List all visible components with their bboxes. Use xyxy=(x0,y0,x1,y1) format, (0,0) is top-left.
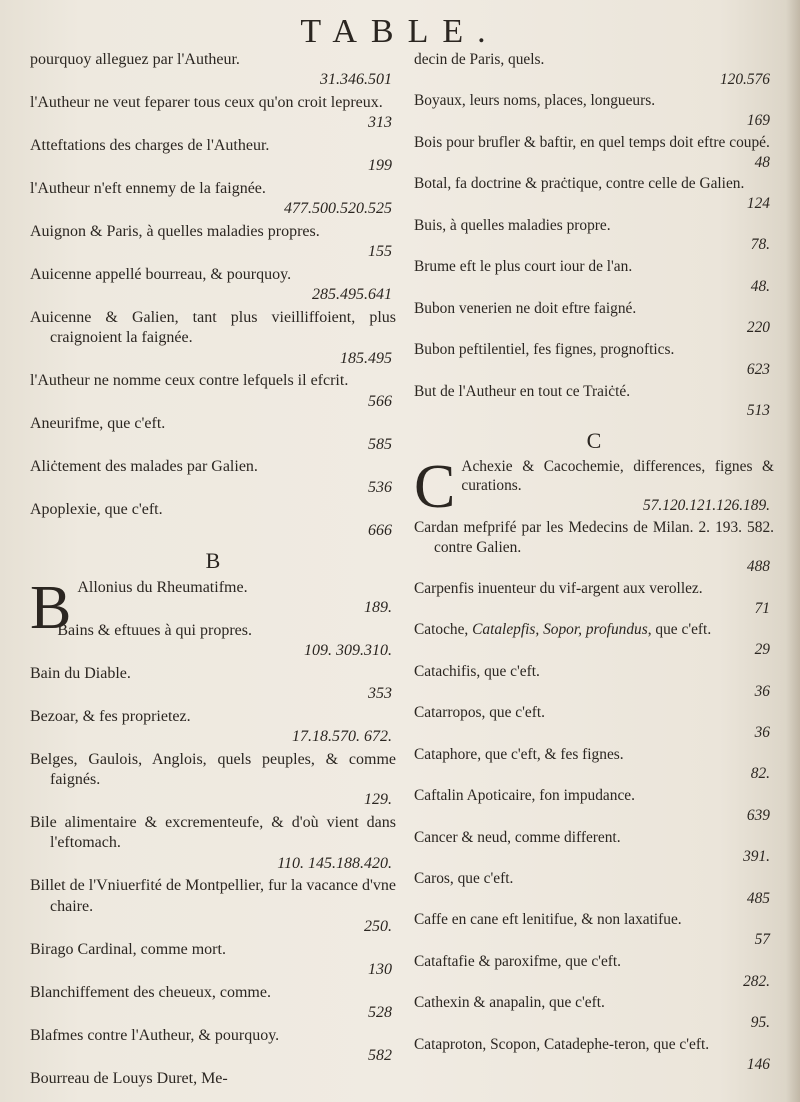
index-entry xyxy=(30,983,396,1024)
entry-pages: 623 xyxy=(746,360,770,378)
entry-text: Catarropos, que c'eft. xyxy=(414,704,545,722)
entry-text: pourquoy alleguez par l'Autheur. xyxy=(30,51,240,68)
entry-text: Catoche, xyxy=(414,621,473,639)
index-entry xyxy=(414,662,774,701)
index-entry xyxy=(414,910,774,949)
entry-pages: 57 xyxy=(754,931,770,949)
entry-pages: 639 xyxy=(746,806,770,824)
entry-text: l'Autheur n'eft ennemy de la faignée. xyxy=(30,179,266,197)
entry-pages: 130 xyxy=(368,961,392,979)
entry-text: Auicenne & Galien, tant plus vieilliffoient, plus craignoient la faignée. xyxy=(30,308,396,347)
entry-pages: 31.346.501 xyxy=(320,71,392,89)
entry-text: Cataproton, Scopon, Catadephe-teron, que c'eft. xyxy=(414,1035,710,1053)
entry-tail: , que c'eft. xyxy=(647,621,712,639)
entry-pages: 285.495.641 xyxy=(312,286,392,304)
index-entry xyxy=(414,50,774,89)
entry-pages: 220 xyxy=(746,319,770,337)
entry-text: decin de Paris, quels. xyxy=(414,51,545,68)
entry-text: Apoplexie, que c'eft. xyxy=(30,501,163,519)
entry-pages: 155 xyxy=(368,243,392,261)
entry-text: l'Autheur ne nomme ceux contre lefquels il efcrit. xyxy=(30,372,349,390)
index-entry xyxy=(30,457,396,498)
entry-pages: 129. xyxy=(364,791,392,809)
index-entry xyxy=(30,265,396,306)
index-entry xyxy=(30,621,396,662)
index-entry xyxy=(30,1026,396,1067)
entry-pages: 110. 145.188.420. xyxy=(277,854,392,872)
entry-pages: 169 xyxy=(746,112,770,130)
entry-pages: 189. xyxy=(364,599,392,617)
index-entry xyxy=(414,216,774,255)
index-entry xyxy=(30,940,396,981)
index-entry xyxy=(30,664,396,705)
drop-capital: C xyxy=(414,452,456,521)
entry-pages: 146 xyxy=(746,1055,770,1073)
entry-text: Auicenne appellé bourreau, & pourquoy. xyxy=(30,265,292,283)
entry-text: Boyaux, leurs noms, places, longueurs. xyxy=(414,92,656,110)
entry-pages: 120.576 xyxy=(719,70,770,88)
entry-pages: 95. xyxy=(750,1014,770,1032)
entry-pages: 477.500.520.525 xyxy=(284,200,392,218)
entry-text: Bains & eftuues à qui propres. xyxy=(57,621,252,639)
entry-text: Bain du Diable. xyxy=(30,664,131,682)
index-entry xyxy=(414,579,774,618)
index-entry xyxy=(30,136,396,177)
entry-text: Brume eft le plus court iour de l'an. xyxy=(414,258,633,276)
entry-text: l'Autheur ne veut feparer tous ceux qu'on croit lepreux. xyxy=(30,93,383,111)
entry-pages: 391. xyxy=(743,848,770,866)
entry-pages: 582 xyxy=(368,1047,392,1065)
index-entry xyxy=(414,133,774,172)
entry-text: Botal, fa doctrine & praċtique, contre celle de Galien. xyxy=(414,175,745,193)
entry-text: Bubon peftilentiel, fes fignes, prognoftics. xyxy=(414,341,675,359)
index-entry xyxy=(414,299,774,338)
index-entry xyxy=(414,620,774,659)
entry-text: Caffe en cane eft lenitifue, & non laxatifue. xyxy=(414,911,682,929)
entry-pages: 48. xyxy=(750,277,770,295)
entry-text: Auignon & Paris, à quelles maladies propres. xyxy=(30,222,320,240)
index-entry xyxy=(30,750,396,811)
entry-pages: 282. xyxy=(743,972,770,990)
index-entry xyxy=(414,1035,774,1074)
entry-text: Aliċtement des malades par Galien. xyxy=(30,458,258,476)
index-entry xyxy=(30,179,396,220)
entry-text: Cataftafie & paroxifme, que c'eft. xyxy=(414,952,622,970)
index-entry xyxy=(414,518,774,577)
entry-pages: 585 xyxy=(368,435,392,453)
entry-pages: 666 xyxy=(368,521,392,539)
entry-text: Bourreau de Louys Duret, Me- xyxy=(30,1069,228,1087)
entry-pages: 536 xyxy=(368,478,392,496)
entry-pages: 48 xyxy=(754,153,770,171)
index-entry xyxy=(30,93,396,134)
entry-pages: 528 xyxy=(368,1004,392,1022)
entry-text: Cardan mefprifé par les Medecins de Milan. 2. 193. 582. contre Galien. xyxy=(414,518,774,556)
entry-pages: 36 xyxy=(754,682,770,700)
entry-text: Achexie & Cacochemie, differences, fignes & curations. xyxy=(461,457,774,495)
index-entry xyxy=(30,813,396,874)
entry-pages: 199 xyxy=(368,157,392,175)
entry-pages: 78. xyxy=(750,236,770,254)
index-entry xyxy=(30,222,396,263)
entry-text: Carpenfis inuenteur du vif-argent aux verollez. xyxy=(414,579,703,597)
entry-pages: 513 xyxy=(746,402,770,420)
right-entries-c xyxy=(414,452,774,1075)
entry-pages: 109. 309.310. xyxy=(304,642,392,660)
index-entry xyxy=(414,952,774,991)
entry-pages: 17.18.570. 672. xyxy=(292,728,392,746)
entry-text: Bois pour brufler & baftir, en quel temps doit eftre coupé. xyxy=(414,133,770,151)
index-entry xyxy=(414,786,774,825)
entry-text: Caros, que c'eft. xyxy=(414,870,514,888)
entry-pages: 250. xyxy=(364,918,392,936)
entry-pages: 185.495 xyxy=(340,349,392,367)
entry-text: Bezoar, & fes proprietez. xyxy=(30,707,191,725)
entry-text: Catachifis, que c'eft. xyxy=(414,662,540,680)
entry-pages: 488 xyxy=(746,558,770,576)
section-letter-c: C xyxy=(586,427,602,453)
entry-pages: 29 xyxy=(754,641,770,659)
index-entry xyxy=(30,50,396,91)
entry-text: Caftalin Apoticaire, fon impudance. xyxy=(414,787,635,805)
entry-text: But de l'Autheur en tout ce Traiċté. xyxy=(414,382,631,400)
entry-pages: 566 xyxy=(368,392,392,410)
entry-text: Atteftations des charges de l'Autheur. xyxy=(30,136,270,154)
left-column xyxy=(30,50,396,1091)
entry-italic: Catalepfis, Sopor, profundus xyxy=(472,621,648,639)
entry-text: Cataphore, que c'eft, & fes fignes. xyxy=(414,745,624,763)
index-entry xyxy=(414,340,774,379)
page-edge-shadow xyxy=(786,0,800,1102)
index-entry xyxy=(30,308,396,369)
index-entry xyxy=(30,707,396,748)
entry-pages: 36 xyxy=(754,724,770,741)
index-entry xyxy=(414,257,774,296)
index-entry xyxy=(414,91,774,130)
index-entry xyxy=(30,414,396,455)
index-entry xyxy=(414,869,774,908)
index-entry xyxy=(414,745,774,784)
entry-pages: 57.120.121.126.189. xyxy=(643,497,770,515)
entry-text: Allonius du Rheumatifme. xyxy=(77,578,248,596)
index-entry xyxy=(30,1069,396,1089)
page-header: TABLE. xyxy=(300,13,500,50)
index-entry xyxy=(414,382,774,421)
entry-text: Blafmes contre l'Autheur, & pourquoy. xyxy=(30,1026,280,1044)
entry-pages: 82. xyxy=(750,765,770,783)
entry-pages: 353 xyxy=(368,685,392,703)
entry-pages: 485 xyxy=(746,889,770,907)
section-letter-b: B xyxy=(205,548,221,574)
index-entry xyxy=(30,876,396,937)
entry-pages: 71 xyxy=(754,599,770,617)
entry-text: Bile alimentaire & excrementeufe, & d'où vient dans l'eftomach. xyxy=(30,813,396,852)
entry-text: Cathexin & anapalin, que c'eft. xyxy=(414,994,605,1012)
index-entry xyxy=(414,703,774,742)
entry-text: Bubon venerien ne doit eftre faigné. xyxy=(414,299,637,317)
entry-pages: 124 xyxy=(746,195,770,213)
entry-text: Blanchiffement des cheueux, comme. xyxy=(30,983,271,1001)
right-column xyxy=(414,50,774,1076)
left-entries-a xyxy=(30,50,396,541)
entry-text: Buis, à quelles maladies propre. xyxy=(414,216,611,234)
entry-text: Birago Cardinal, comme mort. xyxy=(30,940,226,958)
left-entries-b xyxy=(30,573,396,1090)
index-entry xyxy=(30,371,396,412)
entry-text: Aneurifme, que c'eft. xyxy=(30,415,166,433)
index-entry xyxy=(414,174,774,213)
index-entry xyxy=(414,993,774,1032)
drop-capital: B xyxy=(30,573,72,642)
index-entry xyxy=(414,828,774,867)
entry-text: Billet de l'Vniuerfité de Montpellier, fur la vacance d'vne chaire. xyxy=(30,877,396,915)
right-entries-a xyxy=(414,50,774,421)
index-entry xyxy=(30,500,396,541)
index-entry xyxy=(414,452,774,521)
entry-pages: 313 xyxy=(368,114,392,132)
entry-text: Cancer & neud, comme different. xyxy=(414,828,621,846)
entry-text: Belges, Gaulois, Anglois, quels peuples, & comme faignés. xyxy=(30,750,396,788)
